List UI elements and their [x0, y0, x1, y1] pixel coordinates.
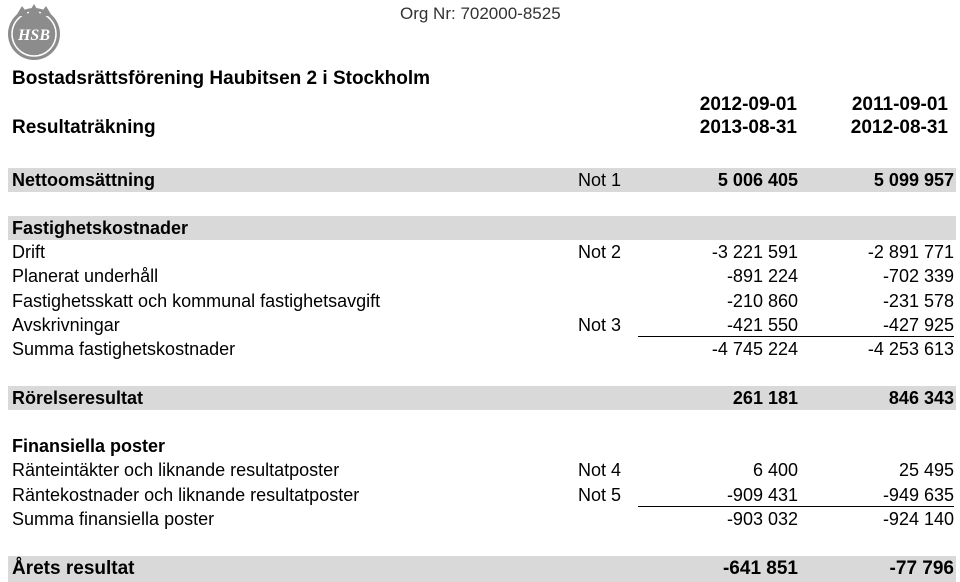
- row-note: Not 3: [578, 315, 622, 335]
- row-value-previous: -702 339: [882, 266, 954, 286]
- row-label: Summa fastighetskostnader: [12, 339, 236, 359]
- row-drift: [8, 240, 956, 264]
- row-label: Rörelseresultat: [12, 388, 144, 408]
- row-value-previous: -77 796: [889, 558, 954, 579]
- row-value-current: -909 431: [638, 483, 798, 507]
- row-label: Räntekostnader och liknande resultatposter: [12, 485, 360, 505]
- section-label: Fastighetskostnader: [12, 218, 189, 238]
- row-label: Fastighetsskatt och kommunal fastighetsavgift: [12, 291, 381, 311]
- row-fastighetsskatt: [8, 289, 956, 313]
- row-value-previous: -4 253 613: [867, 339, 954, 359]
- period1-start: 2012-09-01: [699, 94, 797, 115]
- row-label: Summa finansiella poster: [12, 509, 215, 529]
- row-nettoomsattning: [8, 168, 956, 192]
- row-value-current: -903 032: [726, 509, 798, 529]
- row-summa-fastighetskostnader: [8, 337, 956, 361]
- period2-end: 2012-08-31: [850, 117, 948, 138]
- row-value-previous: -427 925: [788, 313, 954, 337]
- row-label: Planerat underhåll: [12, 266, 159, 286]
- row-value-current: -641 851: [722, 558, 798, 579]
- row-label: Drift: [12, 242, 45, 262]
- row-rorelseresultat: [8, 386, 956, 410]
- row-label: Årets resultat: [12, 558, 135, 579]
- report-title: Resultaträkning: [12, 117, 156, 138]
- row-value-previous: 5 099 957: [873, 170, 954, 190]
- row-value-previous: -924 140: [882, 509, 954, 529]
- row-value-previous: 25 495: [898, 460, 954, 480]
- row-value-current: -421 550: [638, 313, 798, 337]
- row-label: Nettoomsättning: [12, 170, 155, 190]
- period1-end: 2013-08-31: [699, 117, 797, 138]
- row-avskrivningar: [8, 313, 956, 337]
- row-rantekostnader: [8, 483, 956, 507]
- row-value-current: 6 400: [752, 460, 798, 480]
- row-summa-finansiella-poster: [8, 507, 956, 531]
- section-label: Finansiella poster: [12, 436, 166, 456]
- row-value-current: -3 221 591: [711, 242, 798, 262]
- row-note: Not 4: [578, 460, 622, 480]
- row-value-current: -891 224: [726, 266, 798, 286]
- row-ranteintakter: [8, 458, 956, 482]
- row-arets-resultat: [8, 556, 956, 582]
- section-finansiella-poster: [8, 434, 956, 458]
- row-value-current: -210 860: [726, 291, 798, 311]
- section-fastighetskostnader: [8, 216, 956, 240]
- row-value-current: 261 181: [732, 388, 798, 408]
- row-label: Ränteintäkter och liknande resultatposter: [12, 460, 340, 480]
- row-note: Not 5: [578, 485, 622, 505]
- row-value-previous: -2 891 771: [867, 242, 954, 262]
- row-value-previous: -949 635: [788, 483, 954, 507]
- row-note: Not 2: [578, 242, 622, 262]
- row-note: Not 1: [578, 170, 622, 190]
- hsb-logo: [4, 2, 64, 62]
- svg-text:HSB: HSB: [17, 27, 51, 44]
- row-value-current: 5 006 405: [717, 170, 798, 190]
- row-value-previous: 846 343: [888, 388, 954, 408]
- row-label: Avskrivningar: [12, 315, 120, 335]
- row-value-current: -4 745 224: [711, 339, 798, 359]
- period2-start: 2011-09-01: [851, 94, 948, 115]
- association-name: Bostadsrättsförening Haubitsen 2 i Stockholm: [12, 68, 431, 89]
- row-planerat-underhall: [8, 264, 956, 288]
- org-number: Org Nr: 702000-8525: [400, 4, 561, 23]
- row-value-previous: -231 578: [882, 291, 954, 311]
